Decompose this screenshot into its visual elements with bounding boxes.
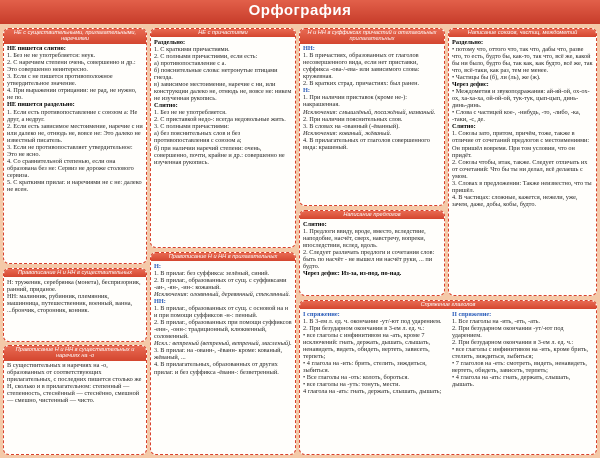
rule-line: • 7 глаголов на -еть: смотреть, видеть, ненавидеть, вертеть, обидеть, зависеть, терпеть; xyxy=(452,360,587,375)
rule-line: 2. С приставкой недо-: всегда недовольные жить. xyxy=(154,116,286,124)
rule-line: 4 глагола на -ать: гнать, держать, слышать, дышать; xyxy=(303,388,442,396)
rule-line: 1. Если есть противопоставление с союзом а: Не друг, а недруг. xyxy=(7,108,138,123)
rule-line: 1. В прилаг. без суффикса: зелёный, синий. xyxy=(154,269,270,277)
rule-line: • все глаголы на -уть: тонуть, мести. xyxy=(303,381,401,389)
rule-line: 2. С полными причастиями, если есть: xyxy=(154,52,258,60)
rule-line: 4. Со сравнительной степенью, если она образована без не: Сервиз не дороже столового сервиза. xyxy=(7,157,134,179)
rule-line: НН: xyxy=(154,298,166,306)
rule-line: Через дефис: Из-за, из-под, по-над. xyxy=(303,270,402,278)
rule-line: 1. В прилаг., образованных от сущ. с основой на н и при помощи суффиксов -н-: пенный. xyxy=(154,305,289,320)
rule-line: В существительных и наречиях на -о, образованных от соответствующих прилагательных, с последних пишется столько же Н, сколько и в прилагательном: степенный — степенность, стеснённый — стеснённо, смешной — смешно, чистенный — чисто. xyxy=(7,362,142,405)
page-title: Орфография xyxy=(248,2,352,19)
rule-line: 4. В прилагательных, образованных от других прилаг. и без суффикса -ёванн-: безветренный. xyxy=(154,361,279,376)
rule-line: Н: xyxy=(303,87,310,95)
card-n-nn-participles xyxy=(299,28,445,206)
card-body xyxy=(449,37,596,209)
card-caption: Н и НН в суффиксах причастий и отглагольных прилагательных xyxy=(300,29,444,44)
rule-line: Раздельно: xyxy=(154,38,186,46)
rule-line: 2. При безударном окончании -ут/-ют под ударением. xyxy=(452,324,564,339)
rule-line: б) пояснительные слова: нетронутые птицами гнезда. xyxy=(154,66,278,82)
card-ne-participles xyxy=(150,28,296,248)
card-caption: Спряжение глаголов xyxy=(300,301,596,309)
rule-line: НН: малинник, рубинник, племянник, машинница, путешественник, военный, ванна, ...брончик, сторонник, конник. xyxy=(7,292,133,314)
rule-line: 2. Союзы чтобы, итак, также. Следует отличать их от сочетаний: Что бы ты ни делал, всё делаешь с умом. xyxy=(452,158,588,180)
card-body xyxy=(300,44,444,153)
rule-line: 3. В словах на -ованный (-ёванный). xyxy=(303,122,400,130)
rule-line: Н: xyxy=(154,262,161,270)
rule-line: 2. В прилаг., образованных при помощи суффиксов -енн-, -онн-: традиционный, клюквенный, соломенный. xyxy=(154,319,292,341)
rule-line: 2. При наличии пояснительных слов. xyxy=(303,115,403,123)
rule-line: Исключения: кованый, жёваный. xyxy=(303,129,392,137)
rule-line: 3. С полными причастиями: xyxy=(154,123,229,131)
rule-line: 1. Предлоги ввиду, вроде, вместо, вследствие, наподобие, насчёт, сверх, навстречу, вопреки, впоследствии, вслед, вдоль. xyxy=(303,227,426,249)
rule-line: I спряжение: xyxy=(303,310,340,318)
rule-line: 4. В частицах: сложные, кажется, нежели, уже, зачем, даже, добы, кобы, будто. xyxy=(452,193,578,208)
card-ne-nouns xyxy=(3,28,147,264)
rule-line: Исключения: оловянный, деревянный, стеклянный. xyxy=(154,290,291,298)
rule-line: 1. С краткими причастиями. xyxy=(154,45,230,53)
rule-line: 3. Если с не пишется противоположное утвердительное значение. xyxy=(7,73,113,88)
rule-line: 3. Словах в предложении: Также неизвестно, что ты пришёл. xyxy=(452,179,592,194)
rule-line: 2. Следует различать предлоги и сочетания слов: быть по насчёт - не вышел ни насчёт руки, ... пи будто. xyxy=(303,248,435,271)
rule-line: II спряжение: xyxy=(452,310,492,318)
rule-line: а) без пояснительных слов и без противопоставления с союзом а; xyxy=(154,130,242,145)
card-caption: НЕ с существительными, прилагательными, наречиями xyxy=(4,29,146,44)
card-body xyxy=(4,44,146,195)
card-caption: Написание союзов, частиц, междометий xyxy=(449,29,596,37)
rule-line: 2. Если есть зависимое местоимение, наречие с ни или далеко не, отнюдь не, вовсе не: Это далеко не известный писатель. xyxy=(7,122,143,144)
card-caption: Правописание Н и НН в существительных xyxy=(4,269,146,277)
rule-line: НН: xyxy=(303,45,315,53)
rule-line: 4. При выражении отрицании: не рад, не нужно, не по. xyxy=(7,87,137,102)
card-prepositions xyxy=(299,210,445,296)
rule-line: НЕ пишется раздельно: xyxy=(7,101,75,109)
rule-line: Слитно: xyxy=(154,102,178,110)
rule-line: 1. В причастиях, образованных от глаголов несовершенного вида, если нет приставки, суффикса -ова-/-ева- или зависимого слова: кружевная. xyxy=(303,52,420,81)
rule-line: 2. В прилаг., образованных от сущ. с суффиксами -ан-, -ян-, -ин-: кожаный. xyxy=(154,276,287,291)
rule-line: НЕ пишется слитно: xyxy=(7,45,66,53)
card-body xyxy=(300,309,596,397)
card-caption: Написание предлогов xyxy=(300,211,444,219)
header-bar xyxy=(0,0,600,24)
rule-line: 4. В прилагательных от глаголов совершенного вида: крашеный. xyxy=(303,136,430,151)
card-body xyxy=(151,37,295,167)
card-n-nn-adverbs xyxy=(3,345,147,455)
rule-line: 2. С наречием степени очень, совершенно и др.: Это совершенно неинтересно. xyxy=(7,59,136,74)
card-n-nn-adjectives xyxy=(150,252,296,455)
rule-line: 2. При безударном окончании в 3-ем л. ед. ч.: xyxy=(303,324,425,332)
rule-line: 1. При наличии приставок (кроме не-): накрашенная. xyxy=(303,94,407,109)
card-body xyxy=(300,219,444,278)
card-caption: Правописание Н и НН в существительных и наречиях на -о xyxy=(4,346,146,361)
card-body xyxy=(4,361,146,406)
rule-line: • потому что, оттого что, так что, дабы что, разве что, то есть, будто бы, как-то, так что, всё же, какой бы ни было, будто бы, так как, как будто, всё же, так что, всё-таки, как раз, тем не менее. xyxy=(452,45,593,74)
rule-line: 1. Без не не употребляется: неук. xyxy=(7,52,96,60)
rule-line: 1. Все глаголы на -ить, -еть, -ать. xyxy=(452,317,540,325)
rule-line: 1. В 3-ем л. ед. ч. окончание -ут/-ют под ударением. xyxy=(303,317,442,325)
rule-line: б) при наличии наречий степени: очень, совершенно, почти, крайне и др.: совершенно не изученная рукопись. xyxy=(154,144,285,166)
rule-line: 2. В кратких страд. причастиях: был ранен. xyxy=(303,80,420,88)
rule-line: • Слова с частицей кое-, -нибудь, -то, -либо, -ка, -таки, -с, де. xyxy=(452,109,581,124)
card-n-nn-nouns xyxy=(3,268,147,342)
card-body xyxy=(4,277,146,315)
rule-line: • Междометия и звукоподражания: ай-яй-ой, ох-ох-ох, ха-ха-ха, ой-ой-ой, тук-тук, цып-цып, динь-динь-динь. xyxy=(452,88,590,110)
rule-line: • Частицы бы (б), ли (ль), же (ж). xyxy=(452,74,541,82)
rule-line: • все глаголы с инфинитивом на -ать, кроме 7 исключений: гнать, держать, дышать, слышать, ненавидеть, видеть, обидеть, вертеть, зависеть, терпеть; xyxy=(303,331,431,361)
rule-line: • все глаголы с инфинитивом на -ить, кроме брить, стелить, зиждиться, зыбиться; xyxy=(452,346,589,361)
rule-line: 5. С краткими прилаг. и наречиями не с не: далеко не ясен. xyxy=(7,178,142,194)
rule-line: • 4 глагола на -ить: брить, стелить, зиждиться, зыбиться. xyxy=(303,360,427,375)
rule-line: Раздельно: xyxy=(452,38,484,46)
card-caption: НЕ с причастиями xyxy=(151,29,295,37)
rule-line: • 4 глагола на -ать: гнать, держать, слышать, дышать. xyxy=(452,374,571,389)
rule-line: в) зависимое местоимение, наречие с ни, или конструкции далеко не, отнюдь не, вовсе не: никем не изученная рукопись. xyxy=(154,81,292,103)
rule-line: Исключения: смышлёный, посажёный, названый. xyxy=(303,108,436,116)
card-caption: Правописание Н и НН в прилагательных xyxy=(151,253,295,261)
rule-line: Н: труженик, серебрянка (монета), беспризорник, ранний, приданое. xyxy=(7,278,141,293)
card-body xyxy=(151,261,295,377)
rule-line: • Все глаголы на -оть: колоть, бороться. xyxy=(303,374,409,382)
rule-line: а) противопоставление с а. xyxy=(154,59,227,67)
rule-line: 2. При безударном окончании в 3-ем л. ед. ч.: xyxy=(452,338,574,346)
rule-line: 1. Союзы зато, притом, причём, тоже, также в отличие от сочетаний предлогов с местоимениями: Он пришёл вовремя. При том условии, что он придёт. xyxy=(452,130,590,159)
rule-line: Искл.: ветреный (ветреный, ветреный, масленый). xyxy=(154,340,292,348)
rule-line: 1. Без не не употребляется. xyxy=(154,109,227,117)
rule-line: Слитно: xyxy=(452,123,476,131)
rule-line: Слитно: xyxy=(303,220,327,228)
rule-line: Через дефис: xyxy=(452,81,489,89)
card-verb-conjugation xyxy=(299,300,597,455)
rule-line: 3. Если не противопоставляет утвердительное: Это не ясно. xyxy=(7,143,133,158)
rule-line: 3. В прилаг. на -ованн-, -ёванн- кроме: кованый, жёваный, ... xyxy=(154,347,283,362)
card-conjunctions xyxy=(448,28,597,296)
